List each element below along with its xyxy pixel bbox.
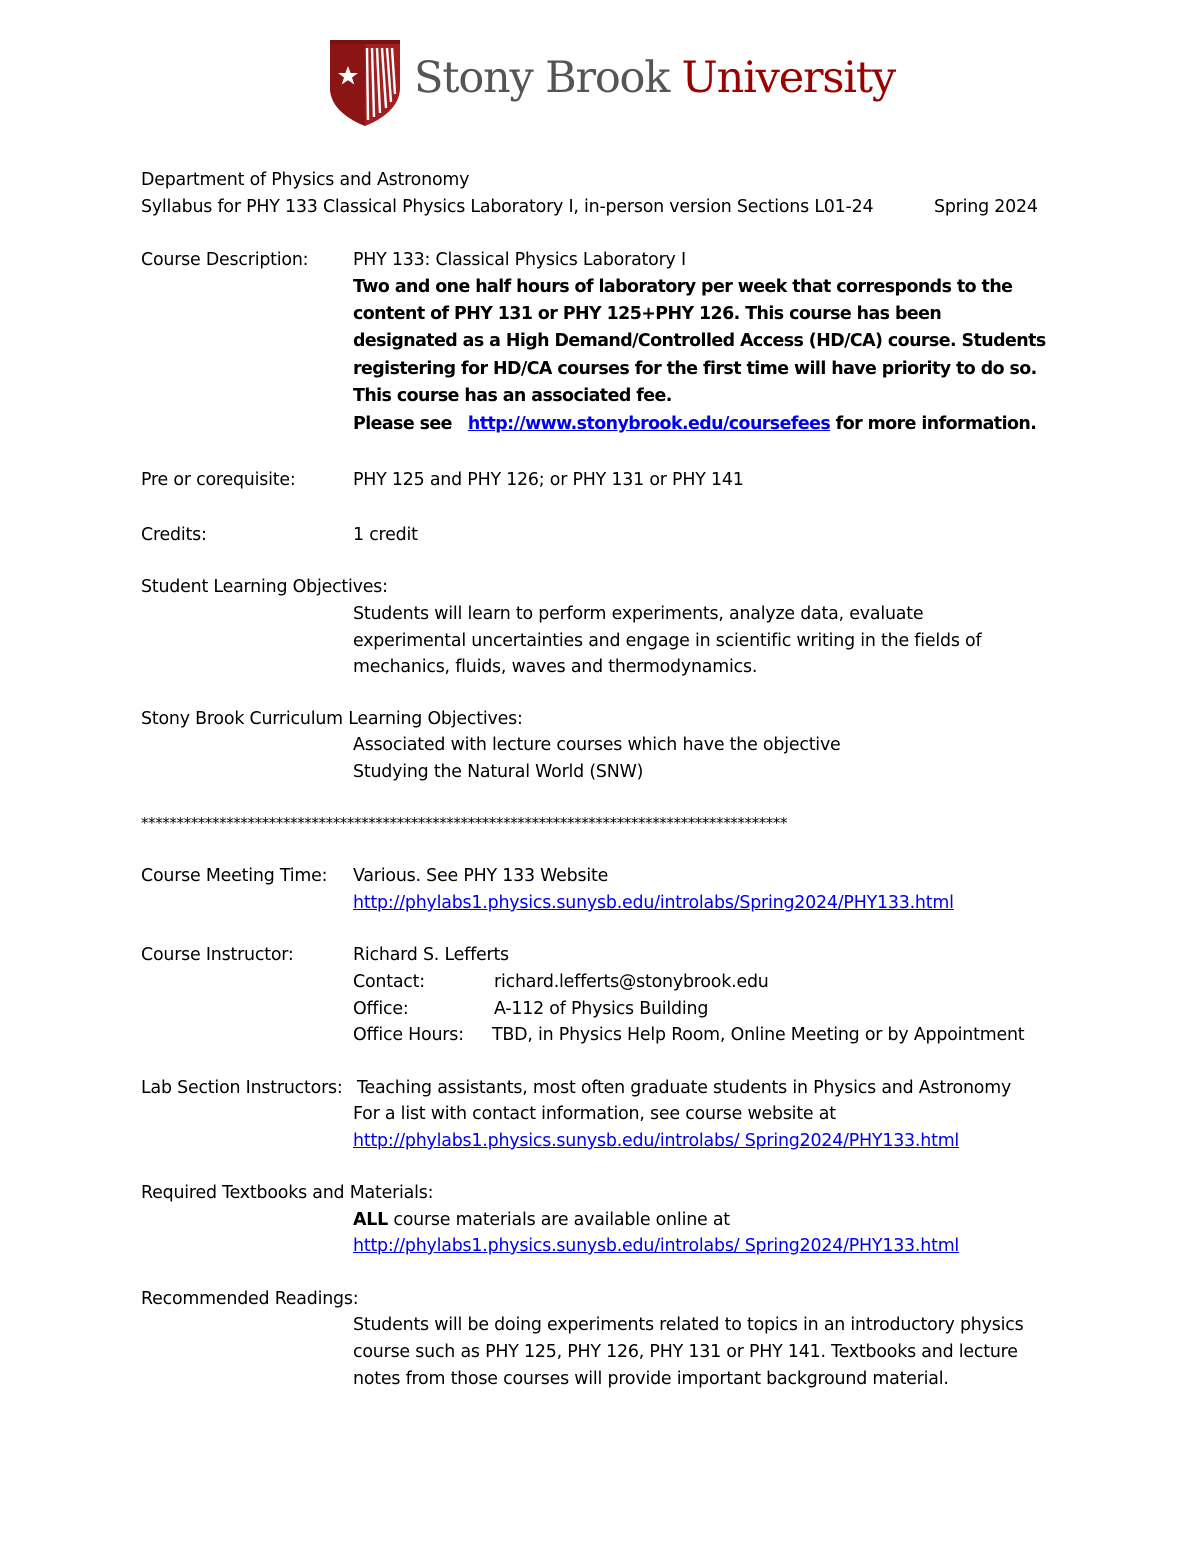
credits-label: Credits: <box>141 525 207 545</box>
credits-value: 1 credit <box>353 525 418 545</box>
textbooks-bold-word: ALL <box>353 1210 389 1230</box>
lab-instructors-value: Teaching assistants, most often graduate students in Physics and Astronomy <box>357 1078 1012 1098</box>
meeting-time-label: Course Meeting Time: <box>141 866 328 886</box>
course-description-line: registering for HD/CA courses for the first time will have priority to do so. <box>353 359 1037 379</box>
course-fees-link[interactable]: http://www.stonybrook.edu/coursefees <box>467 414 831 434</box>
logo-wordmark <box>414 50 895 106</box>
curriculum-objectives-label: Stony Brook Curriculum Learning Objectives: <box>141 709 523 729</box>
meeting-time-value: Various. See PHY 133 Website <box>353 866 609 886</box>
lab-instructors-line: For a list with contact information, see course website at <box>353 1104 836 1124</box>
student-objectives-line: Students will learn to perform experiments, analyze data, evaluate <box>353 604 924 624</box>
course-description-line: content of PHY 131 or PHY 125+PHY 126. This course has been <box>353 304 942 324</box>
office-hours-label: Office Hours: <box>353 1025 464 1045</box>
logo-word-university: University <box>681 53 895 103</box>
prereq-label: Pre or corequisite: <box>141 470 296 490</box>
course-title: PHY 133: Classical Physics Laboratory I <box>353 250 686 270</box>
readings-line: notes from those courses will provide important background material. <box>353 1369 949 1389</box>
contact-label: Contact: <box>353 972 425 992</box>
instructor-name: Richard S. Lefferts <box>353 945 509 965</box>
lab-website-link[interactable]: http://phylabs1.physics.sunysb.edu/introlabs/ Spring2024/PHY133.html <box>353 1131 960 1151</box>
course-fees-line <box>353 411 1036 438</box>
course-description-line: Two and one half hours of laboratory per week that corresponds to the <box>353 277 1013 297</box>
student-objectives-label: Student Learning Objectives: <box>141 577 388 597</box>
textbooks-text: course materials are available online at <box>388 1210 730 1230</box>
asterisk-separator: ******************************************************************************************* <box>141 814 788 832</box>
course-description-line: This course has an associated fee. <box>353 386 672 406</box>
see-suffix: for more information. <box>830 414 1037 434</box>
term: Spring 2024 <box>934 197 1038 217</box>
readings-label: Recommended Readings: <box>141 1289 359 1309</box>
curriculum-objectives-line: Studying the Natural World (SNW) <box>353 762 644 782</box>
contact-email: richard.lefferts@stonybrook.edu <box>494 972 769 992</box>
office-value: A-112 of Physics Building <box>494 999 709 1019</box>
course-website-link[interactable]: http://phylabs1.physics.sunysb.edu/introlabs/Spring2024/PHY133.html <box>353 893 954 913</box>
office-hours-value: TBD, in Physics Help Room, Online Meeting or by Appointment <box>492 1025 1025 1045</box>
see-prefix: Please see <box>353 414 452 434</box>
textbooks-label: Required Textbooks and Materials: <box>141 1183 434 1203</box>
student-objectives-line: experimental uncertainties and engage in scientific writing in the fields of <box>353 631 982 651</box>
lab-instructors-link-line <box>353 1128 959 1155</box>
university-logo <box>328 36 895 128</box>
syllabus-title: Syllabus for PHY 133 Classical Physics Laboratory I, in-person version Sections L01-24 <box>141 197 874 217</box>
textbooks-link-line <box>353 1233 959 1260</box>
shield-icon <box>328 36 402 126</box>
readings-line: course such as PHY 125, PHY 126, PHY 131 or PHY 141. Textbooks and lecture <box>353 1342 1018 1362</box>
textbooks-line <box>353 1207 730 1234</box>
curriculum-objectives-line: Associated with lecture courses which have the objective <box>353 735 841 755</box>
materials-link[interactable]: http://phylabs1.physics.sunysb.edu/introlabs/ Spring2024/PHY133.html <box>353 1236 960 1256</box>
student-objectives-line: mechanics, fluids, waves and thermodynamics. <box>353 657 758 677</box>
instructor-label: Course Instructor: <box>141 945 294 965</box>
readings-line: Students will be doing experiments related to topics in an introductory physics <box>353 1315 1024 1335</box>
course-description-line: designated as a High Demand/Controlled Access (HD/CA) course. Students <box>353 331 1046 351</box>
lab-instructors-label: Lab Section Instructors: <box>141 1078 343 1098</box>
meeting-website-line <box>353 890 954 917</box>
course-description-label: Course Description: <box>141 250 309 270</box>
department-name: Department of Physics and Astronomy <box>141 170 470 190</box>
prereq-value: PHY 125 and PHY 126; or PHY 131 or PHY 141 <box>353 470 744 490</box>
office-label: Office: <box>353 999 409 1019</box>
logo-word-stony-brook: Stony Brook <box>414 53 670 103</box>
